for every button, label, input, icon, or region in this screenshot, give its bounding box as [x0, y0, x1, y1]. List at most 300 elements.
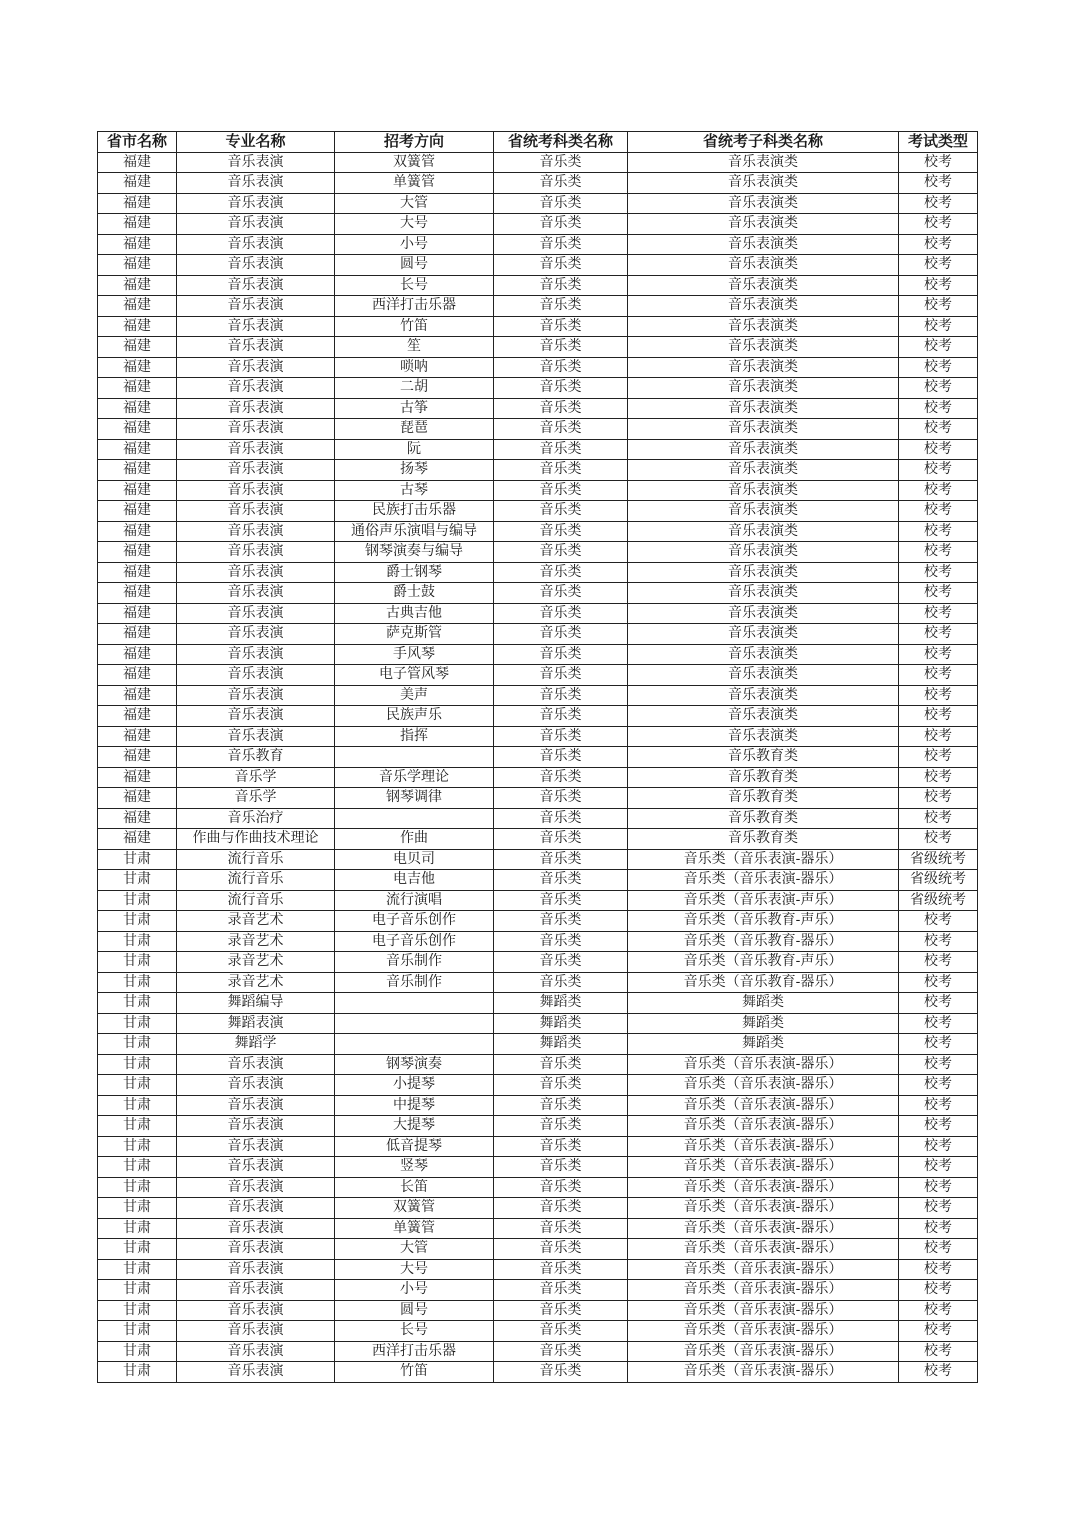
cell-province: 福建: [98, 460, 177, 481]
cell-exam-type: 校考: [899, 788, 978, 809]
cell-major: 音乐表演: [177, 1300, 335, 1321]
cell-category: 音乐类: [494, 1300, 628, 1321]
cell-province: 福建: [98, 685, 177, 706]
cell-exam-type: 校考: [899, 521, 978, 542]
cell-exam-type: 校考: [899, 1341, 978, 1362]
cell-category: 音乐类: [494, 173, 628, 194]
cell-subcategory: 音乐表演类: [628, 665, 899, 686]
cell-province: 甘肃: [98, 1300, 177, 1321]
cell-major: 舞蹈表演: [177, 1013, 335, 1034]
cell-exam-type: 校考: [899, 911, 978, 932]
cell-subcategory: 音乐表演类: [628, 439, 899, 460]
cell-major: 舞蹈编导: [177, 993, 335, 1014]
cell-province: 甘肃: [98, 849, 177, 870]
cell-major: 音乐表演: [177, 275, 335, 296]
cell-major: 音乐表演: [177, 214, 335, 235]
cell-major: 音乐表演: [177, 357, 335, 378]
cell-category: 音乐类: [494, 788, 628, 809]
cell-exam-type: 校考: [899, 1321, 978, 1342]
table-body: [98, 152, 978, 1382]
table-row: [98, 788, 978, 809]
cell-category: 音乐类: [494, 255, 628, 276]
cell-direction: 竹笛: [335, 1362, 494, 1383]
table-row: [98, 521, 978, 542]
cell-subcategory: 音乐类（音乐教育-器乐）: [628, 972, 899, 993]
cell-subcategory: 音乐表演类: [628, 460, 899, 481]
cell-category: 音乐类: [494, 357, 628, 378]
cell-subcategory: 音乐类（音乐教育-声乐）: [628, 952, 899, 973]
cell-province: 福建: [98, 255, 177, 276]
cell-province: 福建: [98, 808, 177, 829]
cell-category: 音乐类: [494, 1157, 628, 1178]
cell-category: 音乐类: [494, 726, 628, 747]
cell-exam-type: 校考: [899, 234, 978, 255]
table-row: [98, 972, 978, 993]
cell-direction: 单簧管: [335, 173, 494, 194]
cell-subcategory: 舞蹈类: [628, 1013, 899, 1034]
table-row: [98, 480, 978, 501]
cell-exam-type: 校考: [899, 972, 978, 993]
cell-direction: 小号: [335, 1280, 494, 1301]
cell-subcategory: 音乐表演类: [628, 152, 899, 173]
cell-category: 音乐类: [494, 603, 628, 624]
cell-category: 音乐类: [494, 419, 628, 440]
cell-direction: 萨克斯管: [335, 624, 494, 645]
cell-subcategory: 音乐表演类: [628, 542, 899, 563]
cell-category: 音乐类: [494, 1218, 628, 1239]
cell-major: 音乐表演: [177, 1198, 335, 1219]
cell-exam-type: 校考: [899, 1177, 978, 1198]
cell-major: 音乐表演: [177, 1362, 335, 1383]
cell-subcategory: 音乐类（音乐表演-器乐）: [628, 1259, 899, 1280]
header-subcategory: 省统考子科类名称: [628, 132, 899, 153]
cell-province: 福建: [98, 521, 177, 542]
cell-category: 舞蹈类: [494, 1034, 628, 1055]
cell-province: 甘肃: [98, 972, 177, 993]
cell-exam-type: 省级统考: [899, 890, 978, 911]
cell-exam-type: 校考: [899, 480, 978, 501]
cell-major: 音乐表演: [177, 644, 335, 665]
cell-province: 福建: [98, 603, 177, 624]
cell-category: 音乐类: [494, 665, 628, 686]
table-row: [98, 911, 978, 932]
cell-direction: 流行演唱: [335, 890, 494, 911]
cell-major: 音乐表演: [177, 501, 335, 522]
cell-province: 甘肃: [98, 1075, 177, 1096]
cell-subcategory: 音乐教育类: [628, 747, 899, 768]
cell-subcategory: 音乐类（音乐表演-器乐）: [628, 1341, 899, 1362]
cell-exam-type: 校考: [899, 1054, 978, 1075]
cell-major: 音乐教育: [177, 747, 335, 768]
table-row: [98, 870, 978, 891]
cell-major: 录音艺术: [177, 931, 335, 952]
cell-category: 音乐类: [494, 337, 628, 358]
cell-direction: 电子管风琴: [335, 665, 494, 686]
table-row: [98, 1300, 978, 1321]
cell-major: 音乐表演: [177, 193, 335, 214]
cell-subcategory: 音乐类（音乐教育-器乐）: [628, 931, 899, 952]
table-row: [98, 993, 978, 1014]
cell-direction: 民族声乐: [335, 706, 494, 727]
table-row: [98, 1321, 978, 1342]
cell-category: 音乐类: [494, 931, 628, 952]
cell-direction: 大管: [335, 193, 494, 214]
table-row: [98, 1095, 978, 1116]
cell-major: 音乐表演: [177, 398, 335, 419]
cell-category: 音乐类: [494, 234, 628, 255]
table-row: [98, 890, 978, 911]
cell-subcategory: 音乐教育类: [628, 767, 899, 788]
cell-exam-type: 校考: [899, 1095, 978, 1116]
cell-subcategory: 音乐类（音乐表演-声乐）: [628, 890, 899, 911]
cell-subcategory: 音乐类（音乐表演-器乐）: [628, 1321, 899, 1342]
cell-province: 甘肃: [98, 1054, 177, 1075]
cell-major: 音乐表演: [177, 1341, 335, 1362]
table-row: [98, 255, 978, 276]
cell-province: 福建: [98, 337, 177, 358]
cell-major: 音乐表演: [177, 1116, 335, 1137]
cell-province: 甘肃: [98, 1321, 177, 1342]
cell-direction: 唢呐: [335, 357, 494, 378]
table-row: [98, 1177, 978, 1198]
table-row: [98, 829, 978, 850]
cell-exam-type: 校考: [899, 931, 978, 952]
cell-exam-type: 校考: [899, 439, 978, 460]
table-row: [98, 398, 978, 419]
cell-major: 音乐表演: [177, 439, 335, 460]
cell-major: 音乐表演: [177, 665, 335, 686]
cell-direction: 美声: [335, 685, 494, 706]
table-row: [98, 726, 978, 747]
cell-category: 音乐类: [494, 624, 628, 645]
cell-category: 音乐类: [494, 275, 628, 296]
cell-exam-type: 校考: [899, 419, 978, 440]
cell-category: 音乐类: [494, 480, 628, 501]
cell-exam-type: 校考: [899, 214, 978, 235]
cell-subcategory: 音乐类（音乐表演-器乐）: [628, 870, 899, 891]
cell-province: 甘肃: [98, 1280, 177, 1301]
cell-major: 音乐表演: [177, 234, 335, 255]
cell-direction: 音乐学理论: [335, 767, 494, 788]
cell-direction: 通俗声乐演唱与编导: [335, 521, 494, 542]
cell-major: 录音艺术: [177, 972, 335, 993]
cell-major: 音乐表演: [177, 296, 335, 317]
cell-major: 音乐表演: [177, 1321, 335, 1342]
cell-subcategory: 音乐表演类: [628, 480, 899, 501]
cell-category: 音乐类: [494, 870, 628, 891]
cell-major: 音乐表演: [177, 337, 335, 358]
cell-direction: 圆号: [335, 255, 494, 276]
cell-subcategory: 音乐表演类: [628, 378, 899, 399]
table-row: [98, 603, 978, 624]
cell-direction: 音乐制作: [335, 952, 494, 973]
cell-major: 音乐表演: [177, 521, 335, 542]
cell-province: 福建: [98, 706, 177, 727]
cell-exam-type: 校考: [899, 542, 978, 563]
cell-province: 福建: [98, 378, 177, 399]
cell-exam-type: 校考: [899, 644, 978, 665]
cell-direction: 竖琴: [335, 1157, 494, 1178]
cell-category: 音乐类: [494, 1341, 628, 1362]
cell-direction: 双簧管: [335, 152, 494, 173]
cell-exam-type: 校考: [899, 357, 978, 378]
cell-category: 音乐类: [494, 952, 628, 973]
cell-exam-type: 校考: [899, 1136, 978, 1157]
cell-exam-type: 校考: [899, 624, 978, 645]
table-row: [98, 378, 978, 399]
cell-category: 音乐类: [494, 1095, 628, 1116]
cell-subcategory: 音乐表演类: [628, 706, 899, 727]
cell-province: 福建: [98, 542, 177, 563]
cell-major: 音乐表演: [177, 1157, 335, 1178]
header-category: 省统考科类名称: [494, 132, 628, 153]
cell-direction: 二胡: [335, 378, 494, 399]
cell-subcategory: 音乐表演类: [628, 583, 899, 604]
cell-category: 音乐类: [494, 747, 628, 768]
cell-major: 音乐表演: [177, 152, 335, 173]
cell-subcategory: 舞蹈类: [628, 993, 899, 1014]
cell-exam-type: 校考: [899, 1198, 978, 1219]
cell-category: 音乐类: [494, 890, 628, 911]
cell-exam-type: 校考: [899, 829, 978, 850]
cell-subcategory: 音乐表演类: [628, 173, 899, 194]
cell-province: 福建: [98, 767, 177, 788]
cell-province: 福建: [98, 193, 177, 214]
cell-subcategory: 音乐表演类: [628, 685, 899, 706]
cell-province: 甘肃: [98, 1239, 177, 1260]
table-row: [98, 1259, 978, 1280]
cell-province: 甘肃: [98, 1177, 177, 1198]
cell-major: 音乐表演: [177, 1136, 335, 1157]
cell-category: 舞蹈类: [494, 993, 628, 1014]
cell-subcategory: 音乐表演类: [628, 603, 899, 624]
cell-exam-type: 校考: [899, 173, 978, 194]
cell-exam-type: 校考: [899, 685, 978, 706]
cell-direction: 手风琴: [335, 644, 494, 665]
cell-subcategory: 音乐类（音乐表演-器乐）: [628, 1136, 899, 1157]
cell-direction: 爵士鼓: [335, 583, 494, 604]
table-row: [98, 583, 978, 604]
table-row: [98, 542, 978, 563]
cell-subcategory: 音乐类（音乐表演-器乐）: [628, 1177, 899, 1198]
table-row: [98, 1218, 978, 1239]
cell-exam-type: 校考: [899, 193, 978, 214]
cell-subcategory: 音乐类（音乐表演-器乐）: [628, 1239, 899, 1260]
cell-major: 音乐表演: [177, 706, 335, 727]
cell-direction: 小提琴: [335, 1075, 494, 1096]
header-direction: 招考方向: [335, 132, 494, 153]
cell-province: 福建: [98, 357, 177, 378]
cell-direction: 单簧管: [335, 1218, 494, 1239]
cell-exam-type: 校考: [899, 501, 978, 522]
cell-exam-type: 校考: [899, 1239, 978, 1260]
cell-exam-type: 校考: [899, 726, 978, 747]
cell-category: 音乐类: [494, 398, 628, 419]
cell-exam-type: 校考: [899, 152, 978, 173]
table-row: [98, 665, 978, 686]
table-row: [98, 1013, 978, 1034]
cell-category: 音乐类: [494, 316, 628, 337]
cell-province: 甘肃: [98, 952, 177, 973]
cell-exam-type: 校考: [899, 603, 978, 624]
table-row: [98, 296, 978, 317]
cell-major: 音乐表演: [177, 255, 335, 276]
cell-subcategory: 音乐类（音乐表演-器乐）: [628, 1218, 899, 1239]
cell-province: 甘肃: [98, 993, 177, 1014]
cell-subcategory: 音乐类（音乐表演-器乐）: [628, 1054, 899, 1075]
cell-direction: 指挥: [335, 726, 494, 747]
cell-direction: [335, 993, 494, 1014]
cell-category: 音乐类: [494, 296, 628, 317]
table-row: [98, 234, 978, 255]
cell-subcategory: 音乐表演类: [628, 726, 899, 747]
cell-province: 福建: [98, 665, 177, 686]
table-row: [98, 1362, 978, 1383]
cell-category: 音乐类: [494, 1239, 628, 1260]
cell-major: 音乐表演: [177, 685, 335, 706]
cell-subcategory: 音乐类（音乐表演-器乐）: [628, 1280, 899, 1301]
table-row: [98, 562, 978, 583]
table-row: [98, 747, 978, 768]
cell-subcategory: 音乐表演类: [628, 214, 899, 235]
cell-subcategory: 音乐类（音乐表演-器乐）: [628, 849, 899, 870]
cell-direction: 音乐制作: [335, 972, 494, 993]
cell-category: 舞蹈类: [494, 1013, 628, 1034]
cell-direction: 大提琴: [335, 1116, 494, 1137]
cell-category: 音乐类: [494, 1116, 628, 1137]
cell-province: 福建: [98, 562, 177, 583]
cell-direction: 长号: [335, 1321, 494, 1342]
cell-subcategory: 音乐表演类: [628, 275, 899, 296]
cell-category: 音乐类: [494, 378, 628, 399]
cell-category: 音乐类: [494, 767, 628, 788]
cell-exam-type: 省级统考: [899, 849, 978, 870]
cell-exam-type: 校考: [899, 255, 978, 276]
cell-category: 音乐类: [494, 1280, 628, 1301]
cell-province: 甘肃: [98, 1259, 177, 1280]
cell-exam-type: 校考: [899, 706, 978, 727]
cell-exam-type: 校考: [899, 1157, 978, 1178]
cell-subcategory: 音乐表演类: [628, 419, 899, 440]
cell-direction: 阮: [335, 439, 494, 460]
document-page: [97, 131, 977, 1383]
cell-category: 音乐类: [494, 542, 628, 563]
table-row: [98, 685, 978, 706]
cell-subcategory: 音乐表演类: [628, 398, 899, 419]
cell-major: 音乐表演: [177, 1054, 335, 1075]
table-row: [98, 1341, 978, 1362]
cell-province: 甘肃: [98, 1034, 177, 1055]
cell-subcategory: 音乐表演类: [628, 521, 899, 542]
cell-major: 音乐表演: [177, 1075, 335, 1096]
cell-category: 音乐类: [494, 1177, 628, 1198]
cell-province: 甘肃: [98, 1198, 177, 1219]
table-row: [98, 439, 978, 460]
cell-province: 甘肃: [98, 1341, 177, 1362]
table-row: [98, 767, 978, 788]
cell-direction: 大管: [335, 1239, 494, 1260]
cell-direction: 古琴: [335, 480, 494, 501]
table-row: [98, 952, 978, 973]
cell-direction: 电贝司: [335, 849, 494, 870]
table-row: [98, 644, 978, 665]
cell-province: 福建: [98, 726, 177, 747]
cell-direction: 古筝: [335, 398, 494, 419]
cell-major: 音乐学: [177, 767, 335, 788]
cell-exam-type: 校考: [899, 275, 978, 296]
cell-category: 音乐类: [494, 1321, 628, 1342]
cell-direction: 大号: [335, 1259, 494, 1280]
cell-subcategory: 音乐表演类: [628, 193, 899, 214]
cell-direction: 大号: [335, 214, 494, 235]
cell-subcategory: 音乐类（音乐表演-器乐）: [628, 1116, 899, 1137]
cell-category: 音乐类: [494, 808, 628, 829]
cell-province: 福建: [98, 398, 177, 419]
table-row: [98, 419, 978, 440]
cell-exam-type: 校考: [899, 952, 978, 973]
cell-category: 音乐类: [494, 1075, 628, 1096]
cell-category: 音乐类: [494, 1136, 628, 1157]
cell-category: 音乐类: [494, 972, 628, 993]
header-major: 专业名称: [177, 132, 335, 153]
table-row: [98, 214, 978, 235]
table-row: [98, 173, 978, 194]
cell-direction: [335, 1034, 494, 1055]
cell-subcategory: 音乐表演类: [628, 501, 899, 522]
cell-exam-type: 校考: [899, 398, 978, 419]
cell-province: 甘肃: [98, 1013, 177, 1034]
cell-direction: 电子音乐创作: [335, 911, 494, 932]
cell-major: 音乐表演: [177, 583, 335, 604]
cell-province: 甘肃: [98, 1218, 177, 1239]
cell-province: 甘肃: [98, 1136, 177, 1157]
cell-major: 流行音乐: [177, 870, 335, 891]
table-row: [98, 1157, 978, 1178]
cell-major: 流行音乐: [177, 849, 335, 870]
cell-direction: 小号: [335, 234, 494, 255]
cell-province: 福建: [98, 788, 177, 809]
cell-direction: 低音提琴: [335, 1136, 494, 1157]
cell-subcategory: 音乐类（音乐表演-器乐）: [628, 1300, 899, 1321]
cell-exam-type: 校考: [899, 316, 978, 337]
table-row: [98, 1075, 978, 1096]
cell-direction: 西洋打击乐器: [335, 296, 494, 317]
cell-major: 音乐表演: [177, 316, 335, 337]
cell-province: 福建: [98, 173, 177, 194]
cell-province: 福建: [98, 296, 177, 317]
cell-major: 音乐表演: [177, 1095, 335, 1116]
table-row: [98, 337, 978, 358]
cell-major: 音乐表演: [177, 480, 335, 501]
cell-province: 甘肃: [98, 1362, 177, 1383]
cell-exam-type: 校考: [899, 993, 978, 1014]
cell-direction: 钢琴演奏与编导: [335, 542, 494, 563]
cell-major: 音乐表演: [177, 1239, 335, 1260]
cell-direction: 爵士钢琴: [335, 562, 494, 583]
cell-exam-type: 省级统考: [899, 870, 978, 891]
cell-major: 舞蹈学: [177, 1034, 335, 1055]
cell-exam-type: 校考: [899, 1013, 978, 1034]
cell-province: 甘肃: [98, 931, 177, 952]
cell-exam-type: 校考: [899, 1280, 978, 1301]
cell-subcategory: 音乐表演类: [628, 296, 899, 317]
cell-direction: 中提琴: [335, 1095, 494, 1116]
table-row: [98, 152, 978, 173]
cell-major: 录音艺术: [177, 911, 335, 932]
cell-province: 福建: [98, 316, 177, 337]
cell-province: 福建: [98, 747, 177, 768]
cell-category: 音乐类: [494, 706, 628, 727]
